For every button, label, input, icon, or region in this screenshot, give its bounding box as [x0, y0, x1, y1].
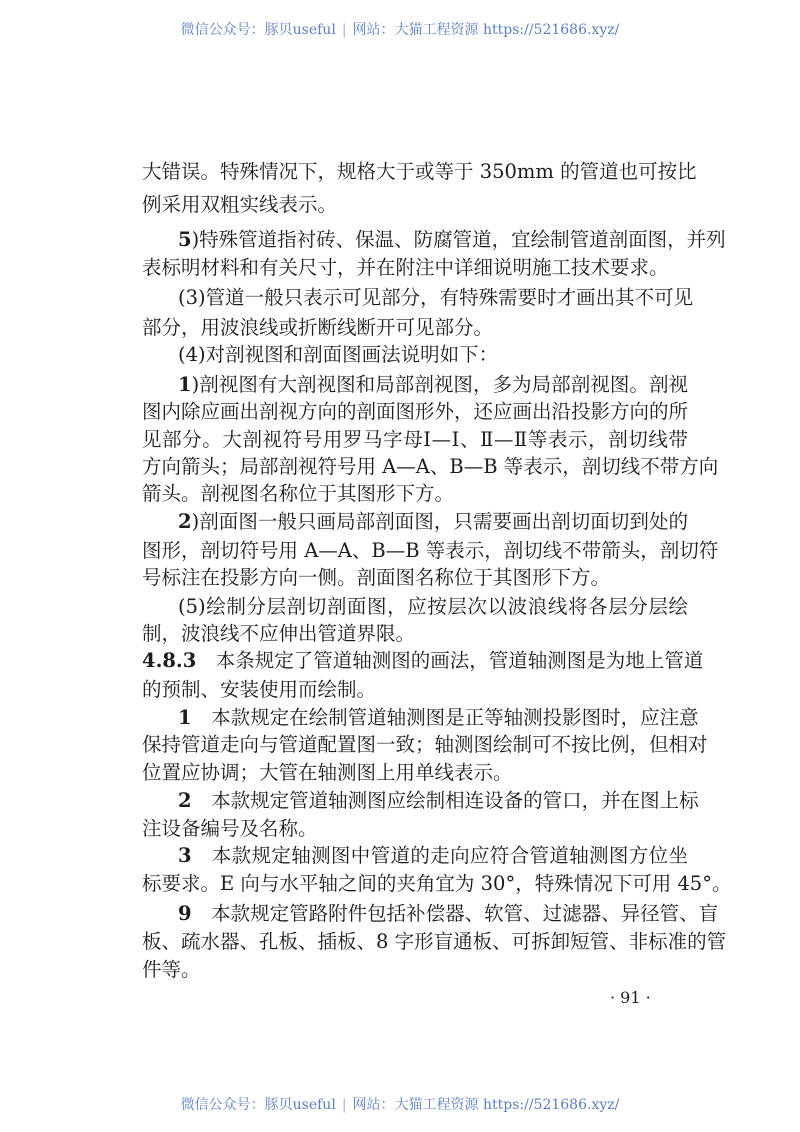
- watermark-wechat: 微信公众号：豚贝useful: [180, 22, 336, 38]
- item-number: 1: [178, 706, 192, 729]
- text-line: [178, 342, 688, 368]
- text-line: [142, 621, 688, 647]
- watermark-separator: |: [341, 1097, 347, 1113]
- text-line: [142, 929, 727, 955]
- line-text: 制，波浪线不应伸出管道界限。: [142, 622, 416, 645]
- watermark-website: 网站：大猫工程资源 https://521686.xyz/: [352, 22, 620, 38]
- text-line: [142, 760, 688, 786]
- item-number: 9: [178, 902, 192, 925]
- watermark-website: 网站：大猫工程资源 https://521686.xyz/: [352, 1097, 620, 1113]
- line-text: 件等。: [142, 958, 201, 981]
- line-text: 大错误。特殊情况下，规格大于或等于 350mm 的管道也可按比: [142, 160, 697, 183]
- line-text: 本条规定了管道轴测图的画法，管道轴测图是为地上管道: [196, 649, 704, 672]
- line-text: 板、疏水器、孔板、插板、8 字形盲通板、可拆卸短管、非标准的管: [142, 930, 727, 953]
- line-text: 本款规定管道轴测图应绘制相连设备的管口，并在图上标: [191, 789, 699, 812]
- line-text: 图内除应画出剖视方向的剖面图形外，还应画出沿投影方向的所: [142, 400, 689, 423]
- text-line: [142, 816, 688, 842]
- line-text: 图形，剖切符号用 A—A、B—B 等表示，剖切线不带箭头，剖切符: [142, 539, 719, 562]
- text-line: [178, 227, 726, 253]
- line-text: 见部分。大剖视符号用罗马字母Ⅰ—Ⅰ、Ⅱ—Ⅱ等表示，剖切线带: [142, 428, 688, 451]
- line-text: )剖面图一般只画局部剖面图，只需要画出剖切面切到处的: [191, 510, 688, 533]
- text-line: [142, 399, 688, 425]
- watermark-footer: [0, 1094, 800, 1114]
- line-text: (4)对剖视图和剖面图画法说明如下：: [178, 343, 499, 366]
- item-number: 3: [178, 844, 192, 867]
- text-line: [142, 481, 688, 507]
- text-line: [178, 594, 688, 620]
- line-text: 箭头。剖视图名称位于其图形下方。: [142, 482, 455, 505]
- text-line: [178, 285, 694, 311]
- line-text: 号标注在投影方向一侧。剖面图名称位于其图形下方。: [142, 566, 611, 589]
- text-line: [142, 255, 688, 281]
- text-line: [142, 565, 688, 591]
- item-number: 4.8.3: [142, 649, 197, 672]
- line-text: 例采用双粗实线表示。: [142, 193, 338, 216]
- item-number: 5: [178, 228, 192, 251]
- item-number: 1: [178, 373, 192, 396]
- text-line: [142, 648, 704, 674]
- text-line: [142, 732, 708, 758]
- line-text: 保持管道走向与管道配置图一致；轴测图绘制可不按比例，但相对: [142, 733, 708, 756]
- line-text: 表标明材料和有关尺寸，并在附注中详细说明施工技术要求。: [142, 256, 669, 279]
- text-line: [178, 509, 688, 535]
- text-line: [142, 427, 688, 453]
- line-text: )特殊管道指衬砖、保温、防腐管道，宜绘制管道剖面图，并列: [191, 228, 726, 251]
- text-line: [178, 901, 719, 927]
- page-number: · 91 ·: [610, 988, 651, 1007]
- line-text: (5)绘制分层剖切剖面图，应按层次以波浪线将各层分层绘: [178, 595, 688, 618]
- text-line: [178, 843, 688, 869]
- item-number: 2: [178, 789, 192, 812]
- line-text: (3)管道一般只表示可见部分，有特殊需要时才画出其不可见: [178, 286, 694, 309]
- item-number: 2: [178, 510, 192, 533]
- line-text: 本款规定轴测图中管道的走向应符合管道轴测图方位坐: [191, 844, 688, 867]
- watermark-separator: |: [341, 22, 347, 38]
- line-text: )剖视图有大剖视图和局部剖视图，多为局部剖视图。剖视: [191, 373, 688, 396]
- text-line: [142, 192, 688, 218]
- line-text: 的预制、安装使用而绘制。: [142, 678, 377, 701]
- line-text: 部分，用波浪线或折断线断开可见部分。: [142, 316, 494, 339]
- watermark-header: [0, 19, 800, 39]
- line-text: 标要求。E 向与水平轴之间的夹角宜为 30°，特殊情况下可用 45°。: [142, 872, 732, 895]
- text-line: [142, 871, 732, 897]
- text-line: [142, 677, 688, 703]
- line-text: 方向箭头；局部剖视符号用 A—A、B—B 等表示，剖切线不带方向: [142, 455, 719, 478]
- watermark-wechat: 微信公众号：豚贝useful: [180, 1097, 336, 1113]
- line-text: 本款规定在绘制管道轴测图是正等轴测投影图时，应注意: [191, 706, 699, 729]
- text-line: [142, 315, 688, 341]
- text-line: [178, 705, 699, 731]
- text-line: [142, 538, 719, 564]
- text-line: [142, 159, 697, 185]
- line-text: 注设备编号及名称。: [142, 817, 318, 840]
- line-text: 本款规定管路附件包括补偿器、软管、过滤器、异径管、盲: [191, 902, 719, 925]
- text-line: [142, 454, 719, 480]
- text-line: [178, 372, 688, 398]
- text-line: [178, 788, 699, 814]
- text-line: [142, 957, 688, 983]
- line-text: 位置应协调；大管在轴测图上用单线表示。: [142, 761, 513, 784]
